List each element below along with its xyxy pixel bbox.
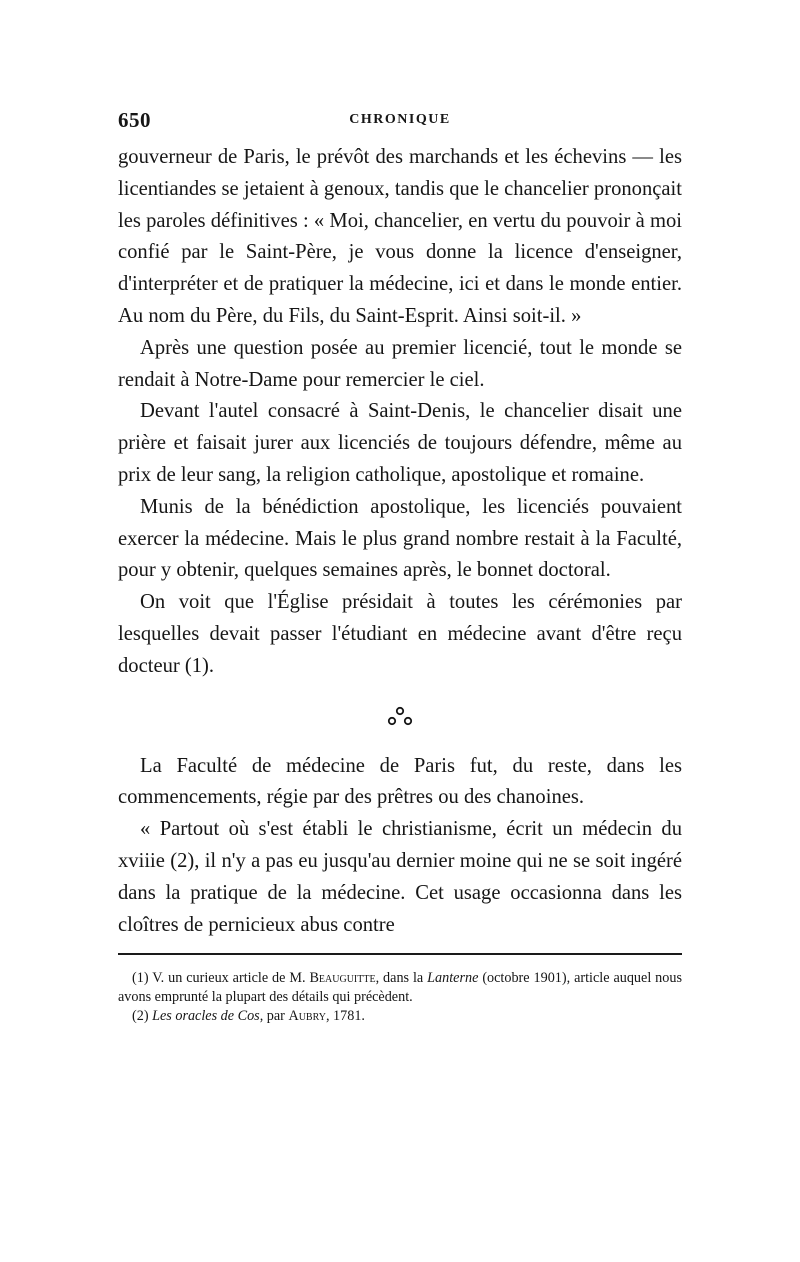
footnote-1-author: Beauguitte (309, 970, 376, 987)
page-header (118, 108, 682, 142)
paragraph-6: La Faculté de médecine de Paris fut, du reste, dans les commencements, régie par des prêtres ou des chanoines. (118, 754, 682, 809)
footnote-1-after: (octobre 1901), article auquel nous avons emprunté la plupart des détails qui précèdent. (118, 970, 682, 1005)
paragraph-4: Munis de la bénédiction apostolique, les licenciés pouvaient exercer la médecine. Mais le plus grand nombre restait à la Faculté, pour y obtenir, quelques semaines après, le bonnet doctoral. (118, 495, 682, 582)
footnote-2-after: , 1781. (325, 1007, 365, 1024)
asterism-icon (380, 705, 420, 735)
footnote-2-title: Les oracles de Cos (152, 1007, 260, 1024)
footnote-1-journal: Lanterne (427, 970, 479, 987)
paragraph-3: Devant l'autel consacré à Saint-Denis, le chancelier disait une prière et faisait jurer aux licenciés de toujours défendre, même au prix de leur sang, la religion catholique, apostolique et romaine. (118, 400, 682, 486)
paragraph-2: Après une question posée au premier licencié, tout le monde se rendait à Notre-Dame pour remercier le ciel. (118, 336, 682, 391)
page-number: 650 (118, 108, 151, 132)
section-ornament-asterism (118, 683, 682, 751)
paragraph-7: « Partout où s'est établi le christianisme, écrit un médecin du xviiie (2), il n'y a pas eu jusqu'au dernier moine qui ne se soit ingéré dans la pratique de la médecine. Cet usage occasionna dans les cloîtres de pernicieux abus contre (118, 818, 682, 936)
footnote-2 (118, 1007, 682, 1026)
page (118, 108, 682, 1025)
paragraph-1: gouverneur de Paris, le prévôt des marchands et les échevins — les licentiandes se jetaient à genoux, tandis que le chancelier prononçait les paroles définitives : « Moi, chancelier, en vertu du pouvoir à moi confié par le Saint-Père, je vous donne la licence d'enseigner, d'interpréter et de pratiquer la médecine, ici et dans le monde entier. Au nom du Père, du Fils, du Saint-Esprit. Ainsi soit-il. » (118, 146, 682, 327)
body-text-continued (118, 751, 682, 942)
running-head: CHRONIQUE (349, 112, 451, 127)
footnote-2-author: Aubry (288, 1007, 326, 1024)
footnote-2-middle: , par (259, 1007, 289, 1024)
body-text (118, 142, 682, 683)
footnotes (118, 969, 682, 1025)
footnote-rule (118, 953, 682, 955)
footnote-1-middle: , dans la (375, 970, 428, 987)
footnote-2-before: (2) (132, 1007, 153, 1024)
paragraph-5: On voit que l'Église présidait à toutes les cérémonies par lesquelles devait passer l'étudiant en médecine avant d'être reçu docteur (1). (118, 591, 682, 677)
footnote-1-before: (1) V. un curieux article de M. (132, 970, 310, 987)
footnote-1 (118, 969, 682, 1006)
